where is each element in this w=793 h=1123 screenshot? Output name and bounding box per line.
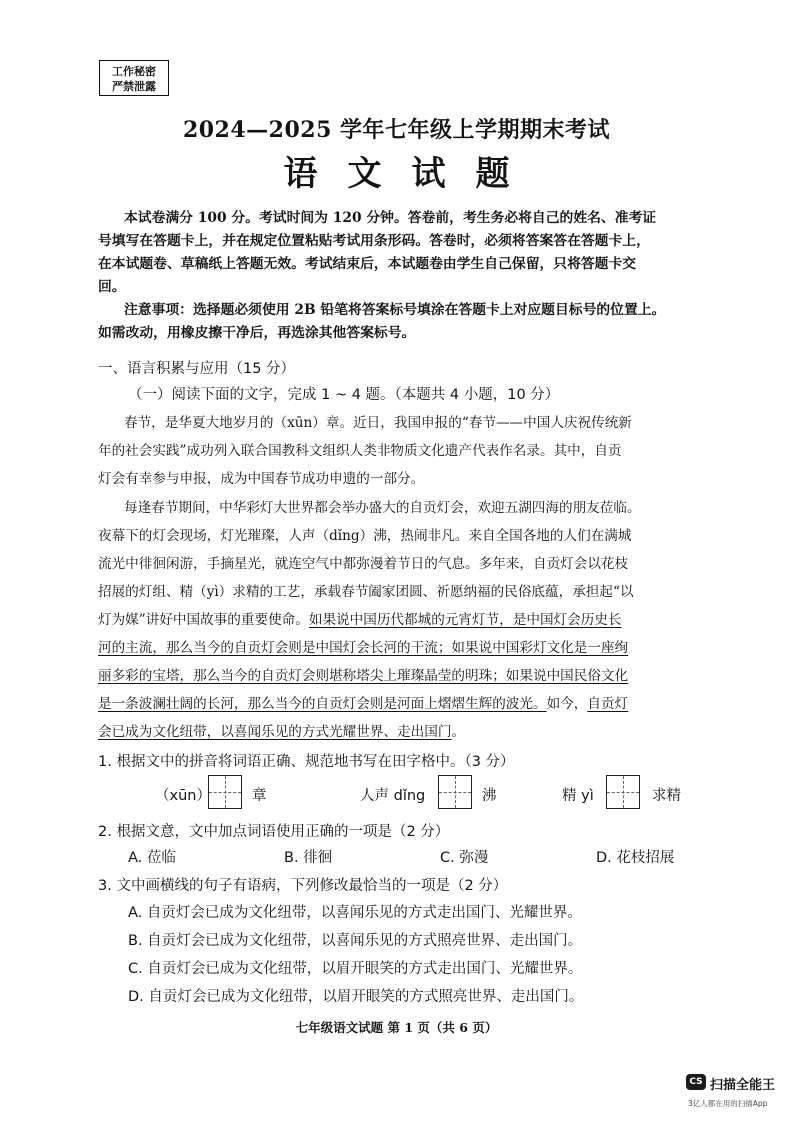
passage-line (98, 692, 628, 712)
q2-option-a[interactable]: A. 莅临 (128, 850, 176, 866)
passage-text: 。 (451, 724, 466, 740)
sub-heading: （一）阅读下面的文字，完成 1 ~ 4 题。（本题共 4 小题，10 分） (128, 387, 560, 403)
page-footer: 七年级语文试题 第 1 页（共 6 页） (295, 1020, 498, 1035)
passage-line: 年的社会实践”成功列入联合国教科文组织人类非物质文化遗产代表作名录。其中，自贡 (98, 443, 622, 459)
q2-option-c[interactable]: C. 弥漫 (440, 850, 489, 866)
camscanner-logo-icon: CS (686, 1074, 706, 1090)
underlined-sentence: 是一条波澜壮阔的长河，那么当今的自贡灯会则是河面上熠熠生辉的波光。 (98, 696, 547, 712)
passage-text: 灯为媒”讲好中国故事的重要使命。 (98, 612, 309, 628)
intro-line-1: 本试卷满分 100 分。考试时间为 120 分钟。答卷前，考生务必将自己的姓名、准考证 (124, 210, 657, 226)
answer-grid-2[interactable] (438, 775, 472, 809)
q3-option-d[interactable]: D. 自贡灯会已成为文化纽带，以眉开眼笑的方式照亮世界、走出国门。 (128, 989, 584, 1005)
answer-grid-1[interactable] (208, 775, 242, 809)
intro-line-4: 回。 (98, 279, 126, 295)
underlined-sentence: 河的主流，那么当今的自贡灯会则是中国灯会长河的干流；如果说中国彩灯文化是一座绚 (98, 640, 629, 656)
q3-option-c[interactable]: C. 自贡灯会已成为文化纽带，以眉开眼笑的方式走出国门、光耀世界。 (128, 961, 583, 977)
q1-item-3-tail: 求精 (652, 788, 681, 804)
notice-line-2: 如需改动，用橡皮擦干净后，再选涂其他答案标号。 (98, 325, 416, 341)
passage-line: 春节，是华夏大地岁月的（xūn）章。近日，我国申报的“春节——中国人庆祝传统新 (124, 415, 632, 431)
passage-line: 每逢春节期间，中华彩灯大世界都会举办盛大的自贡灯会，欢迎五湖四海的朋友莅临。 (124, 500, 641, 516)
watermark-name: 扫描全能王 (710, 1078, 776, 1093)
confidential-stamp (99, 60, 169, 96)
q2-option-d[interactable]: D. 花枝招展 (596, 850, 675, 866)
notice-line-1: 注意事项：选择题必须使用 2B 铅笔将答案标号填涂在答题卡上对应题目标号的位置上。 (124, 302, 666, 318)
answer-grid-3[interactable] (606, 775, 640, 809)
passage-line: 灯会有幸参与申报，成为中国春节成功申遗的一部分。 (98, 471, 425, 487)
underlined-sentence: 自贡灯 (587, 696, 629, 712)
passage-line: 招展的灯组、精（yì）求精的工艺，承载春节阖家团圆、祈愿纳福的民俗底蕴，承担起“以 (98, 584, 634, 600)
exam-title: 2024—2025 学年七年级上学期期末考试 (182, 117, 611, 143)
underlined-sentence: 会已成为文化纽带，以喜闻乐见的方式光耀世界、走出国门 (98, 724, 452, 740)
secret-line-1: 工作秘密 (112, 65, 156, 78)
q3-option-b[interactable]: B. 自贡灯会已成为文化纽带，以喜闻乐见的方式照亮世界、走出国门。 (128, 933, 583, 949)
q1-item-2-tail: 沸 (482, 788, 497, 804)
passage-line (98, 608, 622, 628)
passage-line: 夜幕下的灯会现场，灯光璀璨，人声（dǐng）沸，热闹非凡。来自全国各地的人们在满城 (98, 528, 632, 544)
intro-line-2: 号填写在答题卡上，并在规定位置粘贴考试用条形码。答卷时，必须将答案答在答题卡上， (98, 233, 650, 249)
q1-item-2-pinyin: 人声 dǐng (360, 788, 426, 804)
subject-title: 语文试题 (283, 154, 540, 194)
question-1-stem: 1. 根据文中的拼音将词语正确、规范地书写在田字格中。（3 分） (98, 754, 515, 770)
passage-text: 如今， (546, 696, 588, 712)
q1-item-1-tail: 章 (252, 788, 267, 804)
question-2-stem: 2. 根据文意，文中加点词语使用正确的一项是（2 分） (98, 824, 450, 840)
q2-option-b[interactable]: B. 徘徊 (284, 850, 333, 866)
question-3-stem: 3. 文中画横线的句子有语病，下列修改最恰当的一项是（2 分） (98, 878, 508, 894)
watermark-tagline: 3亿人都在用的扫描App (688, 1099, 768, 1108)
q1-item-3-pinyin: 精 yì (562, 788, 594, 804)
passage-line (98, 720, 465, 740)
underlined-sentence: 如果说中国历代都城的元宵灯节，是中国灯会历史长 (308, 612, 622, 628)
secret-line-2: 严禁泄露 (112, 80, 156, 93)
intro-line-3: 在本试题卷、草稿纸上答题无效。考试结束后，本试题卷由学生自己保留，只将答题卡交 (98, 256, 637, 272)
underlined-sentence: 丽多彩的宝塔，那么当今的自贡灯会则堪称塔尖上璀璨晶莹的明珠；如果说中国民俗文化 (98, 668, 629, 684)
passage-line: 流光中徘徊闲游，手摘星光，就连空气中都弥漫着节日的气息。多年来，自贡灯会以花枝 (98, 556, 629, 572)
q3-option-a[interactable]: A. 自贡灯会已成为文化纽带，以喜闻乐见的方式走出国门、光耀世界。 (128, 905, 582, 921)
q1-item-1-pinyin: （xūn） (155, 788, 211, 804)
section-heading: 一、语言积累与应用（15 分） (98, 361, 296, 377)
